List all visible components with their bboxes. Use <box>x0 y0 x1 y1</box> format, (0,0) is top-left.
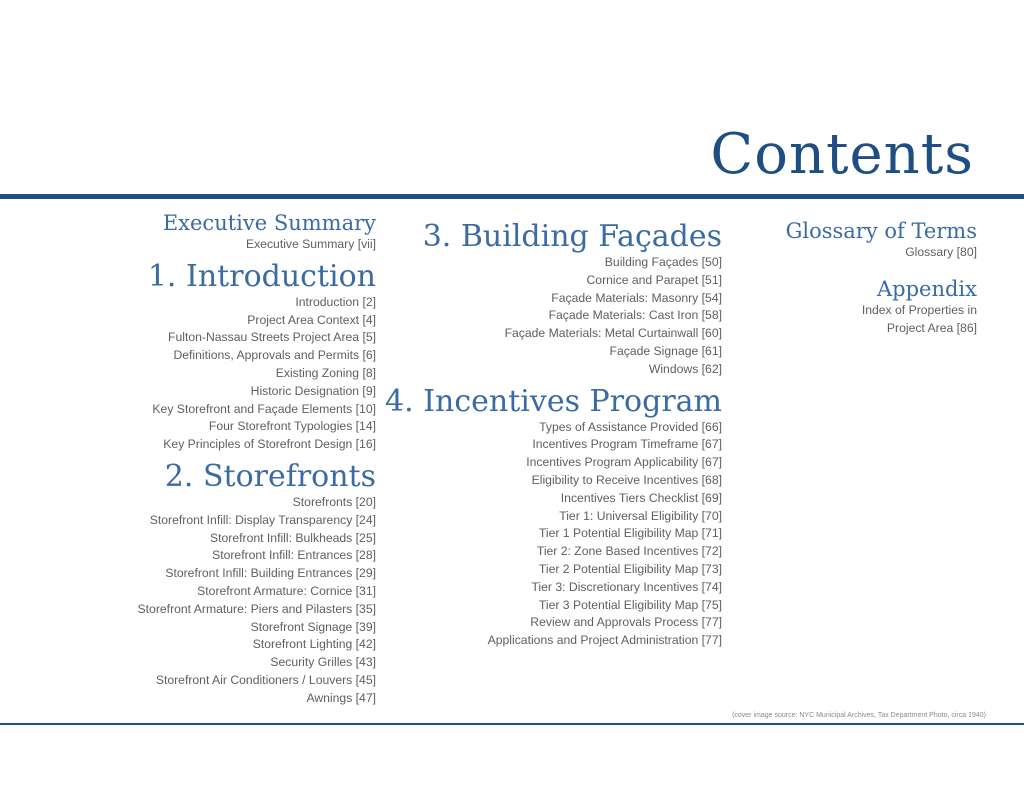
section-title-introduction[interactable]: 1. Introduction <box>147 258 376 294</box>
page-title: Contents <box>710 122 974 187</box>
toc-entry[interactable]: Storefront Lighting [42] <box>252 637 376 652</box>
toc-column-left <box>76 210 376 708</box>
section-title-executive-summary[interactable]: Executive Summary <box>162 211 376 235</box>
toc-entry[interactable]: Cornice and Parapet [51] <box>586 272 722 287</box>
toc-entry[interactable]: Tier 2 Potential Eligibility Map [73] <box>538 561 722 576</box>
toc-entry[interactable]: Storefronts [20] <box>292 494 376 509</box>
toc-entry[interactable]: Storefront Armature: Cornice [31] <box>197 583 376 598</box>
bottom-divider <box>0 723 1024 725</box>
toc-entry[interactable]: Index of Properties in <box>861 302 977 317</box>
toc-entry[interactable]: Review and Approvals Process [77] <box>530 615 722 630</box>
toc-entry[interactable]: Existing Zoning [8] <box>275 365 376 380</box>
toc-entry[interactable]: Windows [62] <box>648 361 722 376</box>
toc-entry[interactable]: Security Grilles [43] <box>270 655 376 670</box>
toc-entry[interactable]: Fulton-Nassau Streets Project Area [5] <box>168 330 376 345</box>
toc-entry[interactable]: Tier 1 Potential Eligibility Map [71] <box>538 526 722 541</box>
toc-entry[interactable]: Façade Materials: Metal Curtainwall [60] <box>504 326 722 341</box>
toc-entry[interactable]: Executive Summary [vii] <box>245 237 376 251</box>
toc-entry[interactable]: Types of Assistance Provided [66] <box>539 419 722 434</box>
toc-entry[interactable]: Façade Signage [61] <box>609 343 722 358</box>
section-title-incentives-program[interactable]: 4. Incentives Program <box>385 383 722 419</box>
toc-entry[interactable]: Tier 1: Universal Eligibility [70] <box>559 508 722 523</box>
image-credit: (cover image source: NYC Municipal Archives, Tax Department Photo, circa 1940) <box>732 712 986 719</box>
section-title-storefronts[interactable]: 2. Storefronts <box>164 458 376 494</box>
toc-entry[interactable]: Incentives Program Applicability [67] <box>526 455 722 470</box>
toc-entry[interactable]: Project Area [86] <box>886 320 977 335</box>
toc-entry[interactable]: Historic Designation [9] <box>250 383 376 398</box>
toc-entry[interactable]: Incentives Tiers Checklist [69] <box>560 490 722 505</box>
toc-column-middle <box>382 220 722 650</box>
section-title-glossary[interactable]: Glossary of Terms <box>785 219 977 243</box>
toc-column-right <box>727 218 977 337</box>
toc-entry[interactable]: Applications and Project Administration [77] <box>487 633 722 648</box>
toc-entry[interactable]: Storefront Infill: Entrances [28] <box>212 548 376 563</box>
toc-entry[interactable]: Eligibility to Receive Incentives [68] <box>531 472 722 487</box>
toc-entry[interactable]: Storefront Infill: Display Transparency [24] <box>149 512 376 527</box>
toc-entry[interactable]: Definitions, Approvals and Permits [6] <box>173 348 376 363</box>
toc-entry[interactable]: Incentives Program Timeframe [67] <box>532 437 722 452</box>
toc-entry[interactable]: Tier 3: Discretionary Incentives [74] <box>531 579 722 594</box>
toc-entry[interactable]: Project Area Context [4] <box>247 312 376 327</box>
toc-entry[interactable]: Storefront Signage [39] <box>250 619 376 634</box>
toc-entry[interactable]: Four Storefront Typologies [14] <box>208 419 376 434</box>
toc-entry[interactable]: Awnings [47] <box>306 690 376 705</box>
toc-entry[interactable]: Key Storefront and Façade Elements [10] <box>152 401 376 416</box>
toc-entry[interactable]: Tier 2: Zone Based Incentives [72] <box>536 544 722 559</box>
toc-entry[interactable]: Façade Materials: Masonry [54] <box>551 290 722 305</box>
toc-entry[interactable]: Introduction [2] <box>295 294 376 309</box>
top-divider <box>0 194 1024 199</box>
toc-entry[interactable]: Storefront Armature: Piers and Pilasters [35] <box>137 601 376 616</box>
toc-entry[interactable]: Storefront Air Conditioners / Louvers [45] <box>155 672 376 687</box>
toc-entry[interactable]: Key Principles of Storefront Design [16] <box>163 437 376 452</box>
section-title-appendix[interactable]: Appendix <box>876 276 977 301</box>
toc-entry[interactable]: Façade Materials: Cast Iron [58] <box>548 308 722 323</box>
section-title-building-facades[interactable]: 3. Building Façades <box>422 219 722 254</box>
toc-entry[interactable]: Glossary [80] <box>905 245 977 259</box>
toc-entry[interactable]: Building Façades [50] <box>604 255 722 269</box>
toc-entry[interactable]: Storefront Infill: Bulkheads [25] <box>210 530 376 545</box>
toc-entry[interactable]: Storefront Infill: Building Entrances [29] <box>165 566 376 581</box>
toc-entry[interactable]: Tier 3 Potential Eligibility Map [75] <box>538 597 722 612</box>
